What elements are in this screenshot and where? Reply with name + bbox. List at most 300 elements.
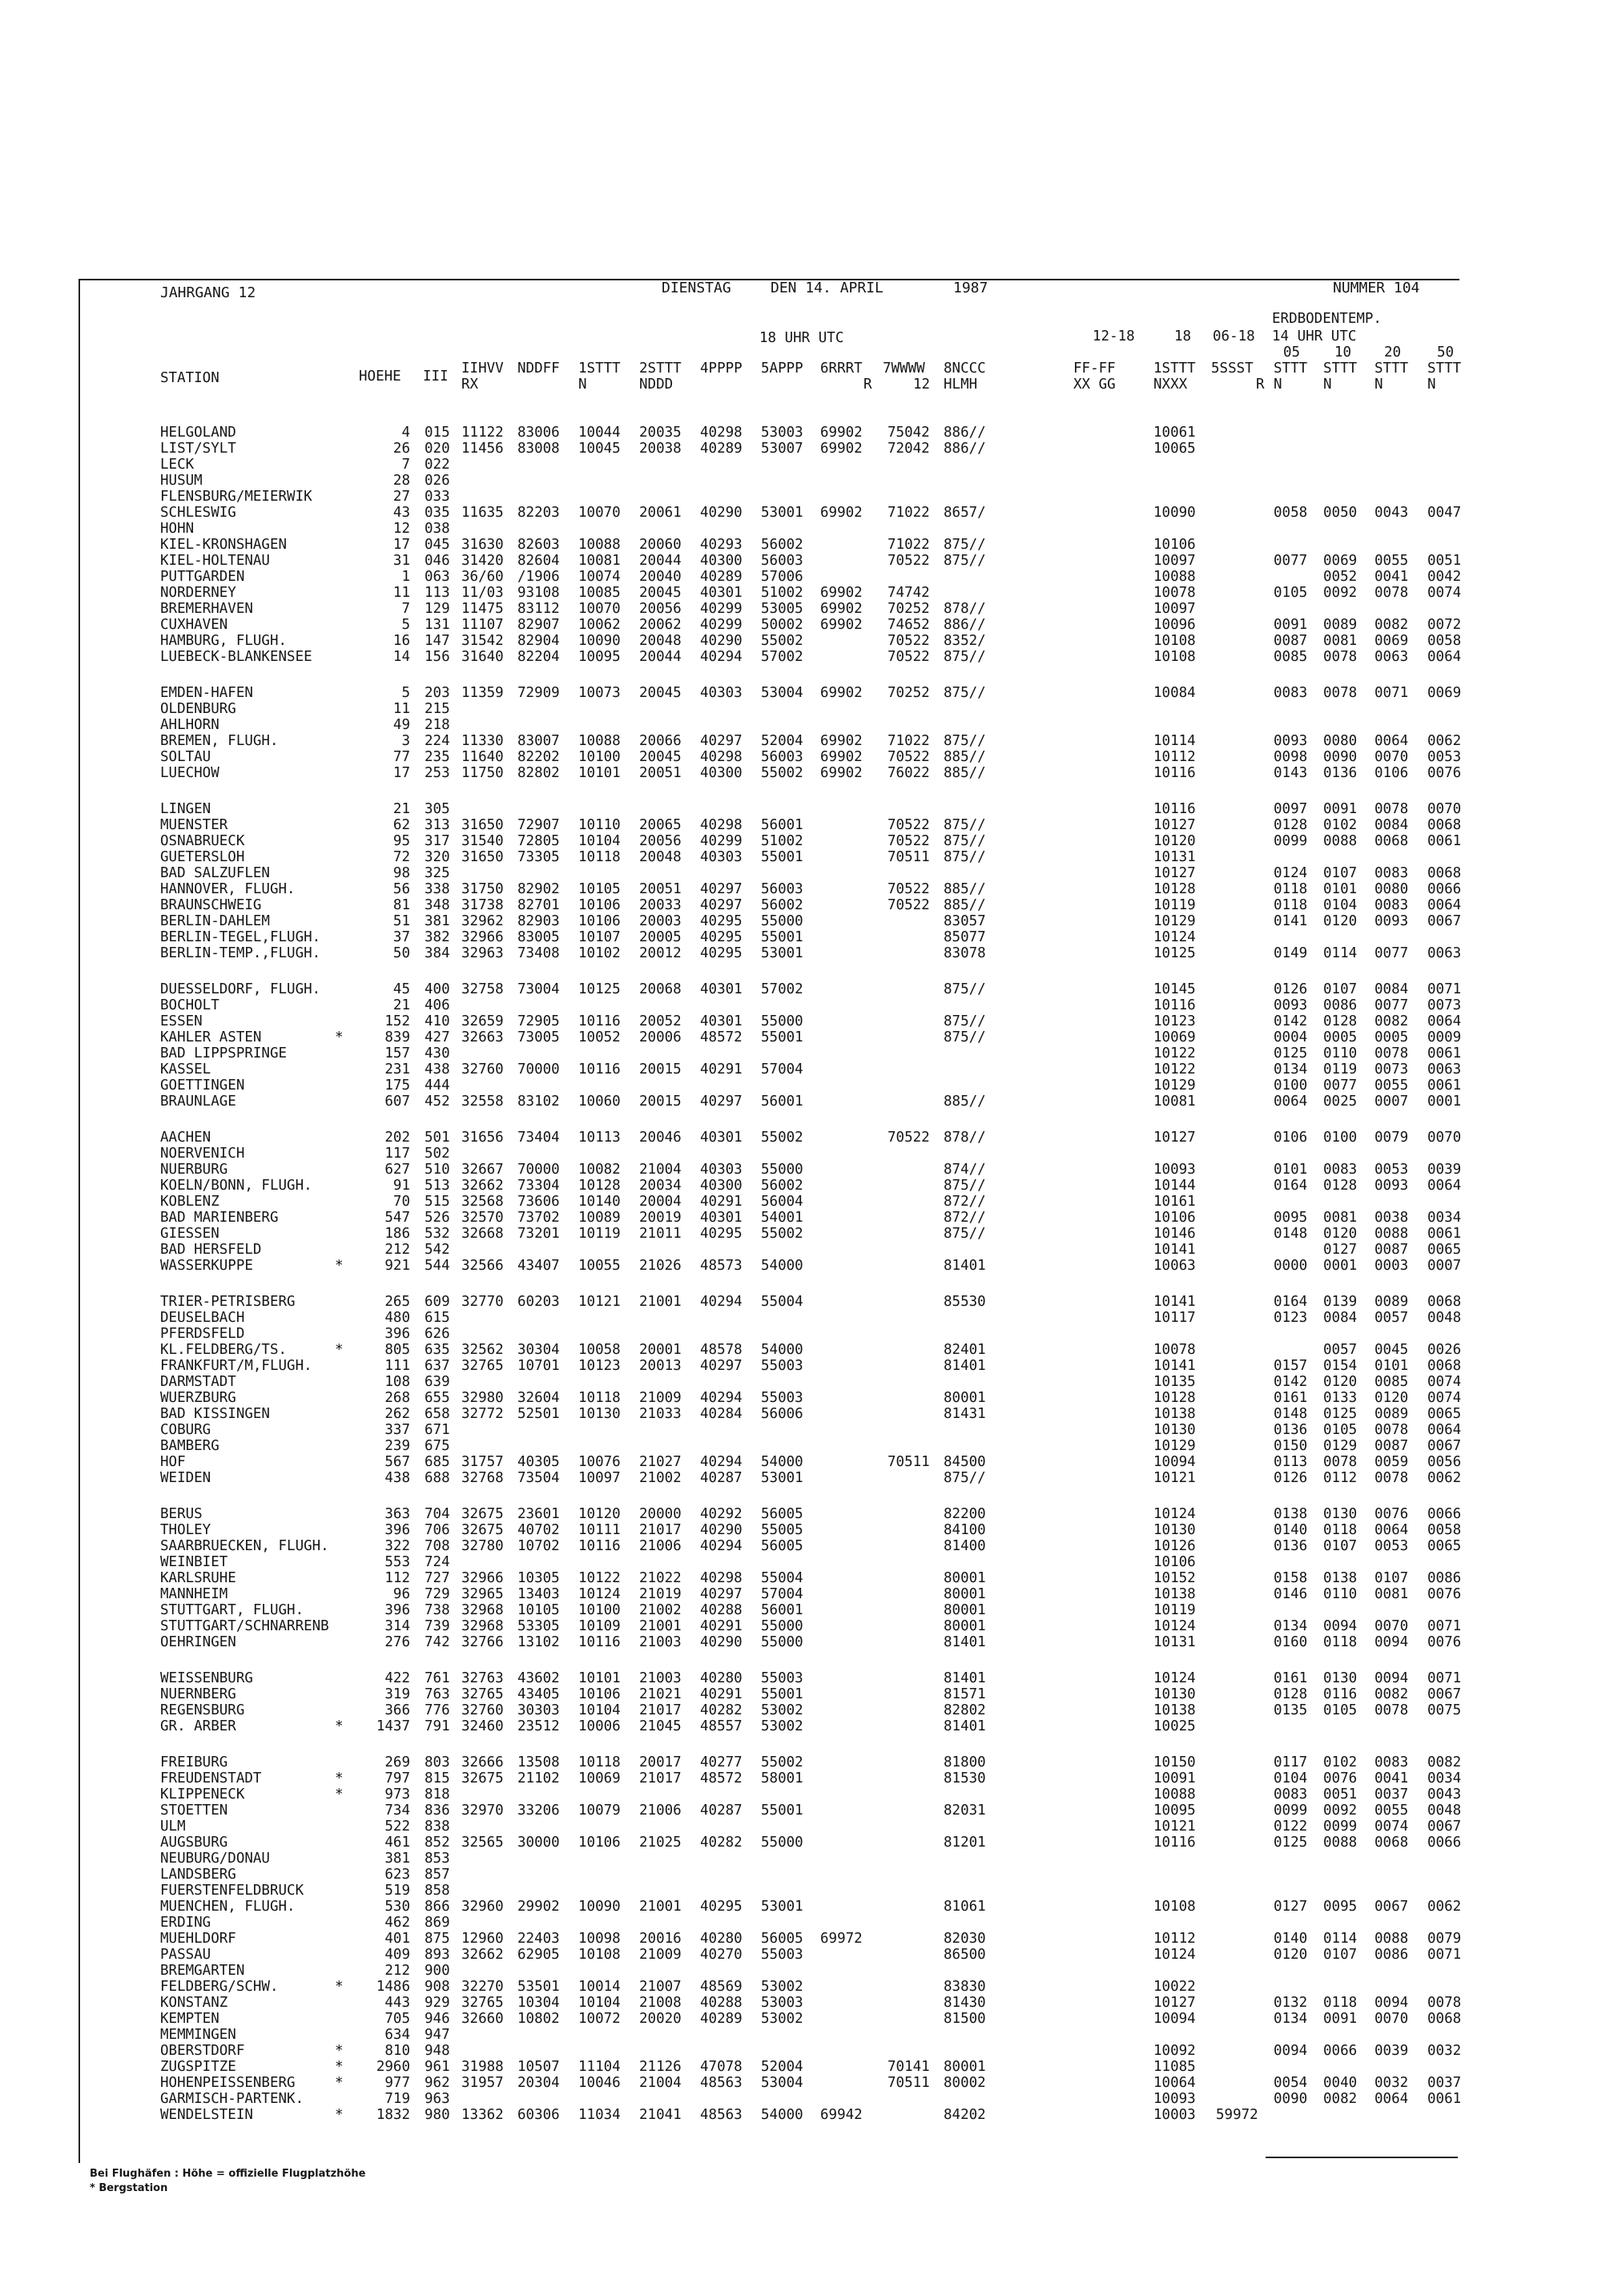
nddff-value: 82204 — [517, 649, 560, 665]
soil-20-value: 0064 — [1375, 1522, 1409, 1538]
station-id: 348 — [425, 897, 450, 913]
pressure-value: 48573 — [700, 1258, 743, 1274]
station-name: HANNOVER, FLUGH. — [160, 881, 296, 897]
table-row — [0, 1194, 1602, 1210]
tendency-value: 55000 — [761, 1013, 803, 1029]
s1b-subheader: NXXX — [1153, 377, 1188, 393]
elevation: 112 — [384, 1570, 410, 1586]
soil-50-value: 0066 — [1427, 1506, 1462, 1522]
table-row — [0, 2107, 1602, 2123]
station-name: THOLEY — [160, 1522, 211, 1538]
table-row — [0, 585, 1602, 601]
cloud-value: 875// — [944, 833, 986, 849]
table-row — [0, 997, 1602, 1013]
soil-10-value: 0095 — [1323, 1899, 1358, 1915]
station-id: 637 — [425, 1358, 450, 1374]
pressure-value: 40292 — [700, 1506, 743, 1522]
mountain-mark: * — [335, 1786, 344, 1803]
maxtemp-value: 10129 — [1153, 1438, 1196, 1454]
station-header: STATION — [160, 370, 219, 386]
soil-20-value: 0078 — [1375, 801, 1409, 817]
iihvv-value: 32963 — [461, 945, 504, 961]
soil-20-value: 0038 — [1375, 1210, 1409, 1226]
elevation: 175 — [384, 1078, 410, 1094]
table-row — [0, 1686, 1602, 1702]
pressure-value: 40289 — [700, 441, 743, 457]
station-id: 515 — [425, 1194, 450, 1210]
elevation: 21 — [392, 997, 410, 1013]
soil-05-value: 0077 — [1274, 553, 1308, 569]
nddff-value: 20304 — [517, 2075, 560, 2091]
table-end-rule — [1266, 2157, 1458, 2158]
dewpoint-group-value: 21006 — [639, 1803, 682, 1819]
station-name: KONSTANZ — [160, 1995, 228, 2011]
nddff-value: 30000 — [517, 1835, 560, 1851]
temp-group-value: 10110 — [578, 817, 621, 833]
station-name: SOLTAU — [160, 749, 211, 765]
temp-group-value: 10109 — [578, 1618, 621, 1634]
soil-50-value: 0062 — [1427, 1470, 1462, 1486]
pressure-value: 40297 — [700, 1358, 743, 1374]
elevation: 547 — [384, 1210, 410, 1226]
nddff-value: 93108 — [517, 585, 560, 601]
cloud-value: 81201 — [944, 1835, 986, 1851]
dewpoint-group-value: 20045 — [639, 749, 682, 765]
precip-value: 69902 — [820, 685, 863, 701]
station-name: LANDSBERG — [160, 1867, 236, 1883]
maxtemp-value: 10116 — [1153, 997, 1196, 1013]
station-id: 113 — [425, 585, 450, 601]
soil-20-value: 0069 — [1375, 633, 1409, 649]
iihvv-value: 12960 — [461, 1931, 504, 1947]
station-id: 818 — [425, 1786, 450, 1803]
nddff-value: 53305 — [517, 1618, 560, 1634]
station-id: 853 — [425, 1851, 450, 1867]
ff-subheader: XX GG — [1073, 377, 1116, 393]
soil-20-value: 0107 — [1375, 1570, 1409, 1586]
tendency-value: 57002 — [761, 649, 803, 665]
footnote-mountain: * Bergstation — [90, 2182, 168, 2194]
precip-value: 69902 — [820, 733, 863, 749]
table-row — [0, 457, 1602, 473]
precip-value: 69902 — [820, 425, 863, 441]
cloud-value: 885// — [944, 765, 986, 781]
station-name: WUERZBURG — [160, 1390, 236, 1406]
soil-20-value: 0074 — [1375, 1819, 1409, 1835]
maxtemp-value: 10144 — [1153, 1178, 1196, 1194]
soil-05-value: 0058 — [1274, 505, 1308, 521]
pressure-value: 48572 — [700, 1029, 743, 1045]
temp-group-value: 11034 — [578, 2107, 621, 2123]
soil-50-value: 0026 — [1427, 1342, 1462, 1358]
station-id: 400 — [425, 981, 450, 997]
elevation: 5 — [401, 685, 410, 701]
precip-value: 69902 — [820, 601, 863, 617]
station-name: DUESSELDORF, FLUGH. — [160, 981, 321, 997]
tendency-value: 55002 — [761, 1226, 803, 1242]
pressure-value: 48572 — [700, 1770, 743, 1786]
station-id: 761 — [425, 1670, 450, 1686]
soil-10-value: 0084 — [1323, 1310, 1358, 1326]
dewpoint-group-value: 21007 — [639, 1979, 682, 1995]
station-name: AACHEN — [160, 1130, 211, 1146]
soil-20-value: 0086 — [1375, 1947, 1409, 1963]
maxtemp-value: 10061 — [1153, 425, 1196, 441]
tendency-value: 56003 — [761, 881, 803, 897]
elevation: 567 — [384, 1454, 410, 1470]
weather-value: 71022 — [888, 537, 930, 553]
soil-50-value: 0073 — [1427, 997, 1462, 1013]
tendency-value: 56002 — [761, 537, 803, 553]
pressure-value: 48578 — [700, 1342, 743, 1358]
maxtemp-value: 10124 — [1153, 1618, 1196, 1634]
maxtemp-value: 10091 — [1153, 1770, 1196, 1786]
elevation: 17 — [392, 537, 410, 553]
temp-group-value: 10079 — [578, 1803, 621, 1819]
tendency-value: 56003 — [761, 749, 803, 765]
soil-05-value: 0004 — [1274, 1029, 1308, 1045]
maxtemp-value: 10138 — [1153, 1586, 1196, 1602]
soil-10-value: 0129 — [1323, 1438, 1358, 1454]
elevation: 186 — [384, 1226, 410, 1242]
dewpoint-group-value: 20048 — [639, 849, 682, 865]
cloud-value: 80001 — [944, 1586, 986, 1602]
iihvv-value: 32675 — [461, 1522, 504, 1538]
pressure-value: 40298 — [700, 1570, 743, 1586]
soil-20-value: 0073 — [1375, 1061, 1409, 1078]
pressure-value: 40297 — [700, 733, 743, 749]
iihvv-value: 32968 — [461, 1602, 504, 1618]
soil-50-value: 0079 — [1427, 1931, 1462, 1947]
nddff-value: 30304 — [517, 1342, 560, 1358]
soil-05-value: 0150 — [1274, 1438, 1308, 1454]
station-id: 045 — [425, 537, 450, 553]
nddff-value: 73305 — [517, 849, 560, 865]
nddff-value: 72805 — [517, 833, 560, 849]
soil-05-value: 0101 — [1274, 1162, 1308, 1178]
station-name: HOF — [160, 1454, 186, 1470]
weather-value: 70522 — [888, 649, 930, 665]
pressure-value: 40289 — [700, 569, 743, 585]
pressure-value: 40295 — [700, 1226, 743, 1242]
nddff-value: 10105 — [517, 1602, 560, 1618]
maxtemp-value: 10063 — [1153, 1258, 1196, 1274]
pressure-value: 40300 — [700, 1178, 743, 1194]
maxtemp-value: 10130 — [1153, 1522, 1196, 1538]
table-row — [0, 1162, 1602, 1178]
nddff-value: 32604 — [517, 1390, 560, 1406]
table-row — [0, 1130, 1602, 1146]
iihvv-value: 11750 — [461, 765, 504, 781]
soil-10-value: 0120 — [1323, 913, 1358, 929]
table-row — [0, 2059, 1602, 2075]
soil-temp-title: ERDBODENTEMP. — [1272, 311, 1382, 327]
soil-05-value: 0125 — [1274, 1835, 1308, 1851]
station-id: 430 — [425, 1045, 450, 1061]
temp-group-value: 10125 — [578, 981, 621, 997]
soil-50-value: 0074 — [1427, 1374, 1462, 1390]
dewpoint-group-value: 20051 — [639, 765, 682, 781]
soil-20-value: 0078 — [1375, 1045, 1409, 1061]
dewpoint-group-value: 20034 — [639, 1178, 682, 1194]
soil-05-value: 0123 — [1274, 1310, 1308, 1326]
tendency-value: 53001 — [761, 505, 803, 521]
mountain-mark: * — [335, 1029, 344, 1045]
iihvv-value: 32780 — [461, 1538, 504, 1554]
soil-20-value: 0082 — [1375, 1013, 1409, 1029]
soil-10-value: 0112 — [1323, 1470, 1358, 1486]
soil-50-value: 0067 — [1427, 1819, 1462, 1835]
table-row — [0, 1146, 1602, 1162]
temp-group-value: 10085 — [578, 585, 621, 601]
iihvv-value: 31640 — [461, 649, 504, 665]
soil-10-value: 0082 — [1323, 2091, 1358, 2107]
maxtemp-value: 10108 — [1153, 633, 1196, 649]
elevation: 314 — [384, 1618, 410, 1634]
elevation: 634 — [384, 2027, 410, 2043]
elevation: 51 — [392, 913, 410, 929]
maxtemp-value: 10129 — [1153, 1078, 1196, 1094]
temp-group-value: 10044 — [578, 425, 621, 441]
maxtemp-value: 10065 — [1153, 441, 1196, 457]
station-name: BAD LIPPSPRINGE — [160, 1045, 288, 1061]
temp-group-value: 10107 — [578, 929, 621, 945]
cloud-value: 875// — [944, 1226, 986, 1242]
pressure-value: 40287 — [700, 1470, 743, 1486]
station-name: HOHN — [160, 521, 195, 537]
iihvv-subheader: RX — [461, 377, 479, 393]
soil-20-value: 0064 — [1375, 2091, 1409, 2107]
dewpoint-group-value: 20048 — [639, 633, 682, 649]
soil-20-value: 0077 — [1375, 997, 1409, 1013]
station-id: 022 — [425, 457, 450, 473]
nddff-value: 83005 — [517, 929, 560, 945]
table-row — [0, 2043, 1602, 2059]
soil-50-value: 0065 — [1427, 1406, 1462, 1422]
period-12-18: 12-18 — [1093, 328, 1135, 344]
nddff-value: 62905 — [517, 1947, 560, 1963]
maxtemp-value: 10088 — [1153, 1786, 1196, 1803]
nddff-value: /1906 — [517, 569, 560, 585]
soil-20-value: 0059 — [1375, 1454, 1409, 1470]
station-name: WEISSENBURG — [160, 1670, 253, 1686]
soil-50-value: 0062 — [1427, 733, 1462, 749]
station-name: MEMMINGEN — [160, 2027, 236, 2043]
cloud-value: 8352/ — [944, 633, 986, 649]
tendency-value: 56001 — [761, 1602, 803, 1618]
pressure-value: 40294 — [700, 1538, 743, 1554]
station-id: 626 — [425, 1326, 450, 1342]
maxtemp-value: 10094 — [1153, 2011, 1196, 2027]
soil-05-value: 0090 — [1274, 2091, 1308, 2107]
soil-05-value: 0083 — [1274, 685, 1308, 701]
station-id: 727 — [425, 1570, 450, 1586]
soil-20-value: 0053 — [1375, 1162, 1409, 1178]
tendency-value: 53007 — [761, 441, 803, 457]
soil-50-value: 0061 — [1427, 1078, 1462, 1094]
station-name: KARLSRUHE — [160, 1570, 236, 1586]
station-id: 046 — [425, 553, 450, 569]
iihvv-value: 31738 — [461, 897, 504, 913]
soil-10-value: 0107 — [1323, 981, 1358, 997]
table-row — [0, 1819, 1602, 1835]
tendency-value: 56003 — [761, 553, 803, 569]
table-row — [0, 633, 1602, 649]
pressure-value: 40291 — [700, 1194, 743, 1210]
soil-05-value: 0148 — [1274, 1226, 1308, 1242]
temp-group-value: 10069 — [578, 1770, 621, 1786]
station-id: 948 — [425, 2043, 450, 2059]
station-id: 900 — [425, 1963, 450, 1979]
soil-10-value: 0118 — [1323, 1522, 1358, 1538]
cloud-value: 875// — [944, 1029, 986, 1045]
iihvv-value: 31957 — [461, 2075, 504, 2091]
temp-group-value: 10062 — [578, 617, 621, 633]
pressure-value: 40270 — [700, 1947, 743, 1963]
table-row — [0, 441, 1602, 457]
maxtemp-value: 10097 — [1153, 601, 1196, 617]
station-name: AHLHORN — [160, 717, 219, 733]
station-id: 929 — [425, 1995, 450, 2011]
soil-20-value: 0041 — [1375, 1770, 1409, 1786]
soil-20-value: 0055 — [1375, 1078, 1409, 1094]
station-name: HAMBURG, FLUGH. — [160, 633, 288, 649]
dewpoint-group-value: 20013 — [639, 1358, 682, 1374]
maxtemp-value: 10141 — [1153, 1294, 1196, 1310]
cloud-value: 81061 — [944, 1899, 986, 1915]
iihvv-value: 11122 — [461, 425, 504, 441]
soil-10-value: 0057 — [1323, 1342, 1358, 1358]
cloud-value: 875// — [944, 849, 986, 865]
mountain-mark: * — [335, 1979, 344, 1995]
weather-value: 72042 — [888, 441, 930, 457]
cloud-value: 872// — [944, 1210, 986, 1226]
cloud-value: 8657/ — [944, 505, 986, 521]
tendency-value: 56005 — [761, 1538, 803, 1554]
soil-10-value: 0107 — [1323, 1538, 1358, 1554]
depth-10: 10 — [1334, 344, 1352, 361]
weather-value: 70141 — [888, 2059, 930, 2075]
soil-10-value: 0130 — [1323, 1506, 1358, 1522]
soil-10-value: 0025 — [1323, 1094, 1358, 1110]
cloud-value: 875// — [944, 537, 986, 553]
soil-50-value: 0034 — [1427, 1770, 1462, 1786]
dewpoint-group-value: 20060 — [639, 537, 682, 553]
nddff-value: 83102 — [517, 1094, 560, 1110]
table-row — [0, 1947, 1602, 1963]
dewpoint-group-value: 21033 — [639, 1406, 682, 1422]
soil-20-value: 0083 — [1375, 1754, 1409, 1770]
station-name: KIEL-HOLTENAU — [160, 553, 270, 569]
station-name: MUENCHEN, FLUGH. — [160, 1899, 296, 1915]
soil-10-value: 0078 — [1323, 1454, 1358, 1470]
maxtemp-value: 10141 — [1153, 1358, 1196, 1374]
elevation: 839 — [384, 1029, 410, 1045]
soil-20-value: 0101 — [1375, 1358, 1409, 1374]
iihvv-value: 32660 — [461, 2011, 504, 2027]
station-name: LIST/SYLT — [160, 441, 236, 457]
temp-group-value: 10119 — [578, 1226, 621, 1242]
tendency-value: 55004 — [761, 1570, 803, 1586]
soil-50-value: 0056 — [1427, 1454, 1462, 1470]
weather-value: 70522 — [888, 749, 930, 765]
maxtemp-value: 10146 — [1153, 1226, 1196, 1242]
temp-group-value: 10076 — [578, 1454, 621, 1470]
soil-05-value: 0097 — [1274, 801, 1308, 817]
pressure-value: 40299 — [700, 601, 743, 617]
precip-value: 69902 — [820, 617, 863, 633]
soil-50-value: 0064 — [1427, 897, 1462, 913]
cloud-value: 885// — [944, 1094, 986, 1110]
station-name: BERUS — [160, 1506, 203, 1522]
station-name: WEINBIET — [160, 1554, 228, 1570]
pressure-value: 40277 — [700, 1754, 743, 1770]
elevation: 977 — [384, 2075, 410, 2091]
station-name: FREUDENSTADT — [160, 1770, 262, 1786]
cloud-value: 875// — [944, 817, 986, 833]
tendency-value: 53004 — [761, 2075, 803, 2091]
table-row — [0, 717, 1602, 733]
station-id: 852 — [425, 1835, 450, 1851]
dewpoint-group-value: 20061 — [639, 505, 682, 521]
temp-group-value: 10120 — [578, 1506, 621, 1522]
station-name: LUEBECK-BLANKENSEE — [160, 649, 312, 665]
pressure-value: 40291 — [700, 1618, 743, 1634]
elevation: 319 — [384, 1686, 410, 1702]
nddff-value: 82603 — [517, 537, 560, 553]
pressure-value: 40282 — [700, 1835, 743, 1851]
nddff-value: 82904 — [517, 633, 560, 649]
tendency-value: 54000 — [761, 1342, 803, 1358]
elevation: 480 — [384, 1310, 410, 1326]
maxtemp-value: 10108 — [1153, 649, 1196, 665]
nddff-value: 82903 — [517, 913, 560, 929]
table-row — [0, 1078, 1602, 1094]
maxtemp-value: 10130 — [1153, 1686, 1196, 1702]
nddff-value: 73304 — [517, 1178, 560, 1194]
station-name: TRIER-PETRISBERG — [160, 1294, 296, 1310]
station-name: EMDEN-HAFEN — [160, 685, 253, 701]
group-18utc-label: 18 UHR UTC — [759, 330, 844, 346]
table-row — [0, 801, 1602, 817]
maxtemp-value: 10127 — [1153, 1130, 1196, 1146]
temp-group-value: 10058 — [578, 1342, 621, 1358]
station-id: 218 — [425, 717, 450, 733]
s1-subheader: N — [578, 377, 587, 393]
elevation: 734 — [384, 1803, 410, 1819]
iihvv-value: 11635 — [461, 505, 504, 521]
table-row — [0, 1851, 1602, 1867]
soil-10-value: 0089 — [1323, 617, 1358, 633]
iihvv-value: 32662 — [461, 1947, 504, 1963]
elevation: 11 — [392, 701, 410, 717]
iihvv-value: 31656 — [461, 1130, 504, 1146]
maxtemp-value: 10128 — [1153, 881, 1196, 897]
nddff-header: NDDFF — [517, 361, 560, 377]
temp-group-value: 10060 — [578, 1094, 621, 1110]
st05-subheader: N — [1274, 377, 1282, 393]
tendency-value: 54000 — [761, 1454, 803, 1470]
table-row — [0, 1358, 1602, 1374]
soil-50-value: 0001 — [1427, 1094, 1462, 1110]
elevation: 152 — [384, 1013, 410, 1029]
dewpoint-group-value: 21009 — [639, 1947, 682, 1963]
pressure-value: 40288 — [700, 1602, 743, 1618]
table-row — [0, 1538, 1602, 1554]
tendency-value: 58001 — [761, 1770, 803, 1786]
weather-value: 70511 — [888, 2075, 930, 2091]
station-name: DEUSELBACH — [160, 1310, 245, 1326]
